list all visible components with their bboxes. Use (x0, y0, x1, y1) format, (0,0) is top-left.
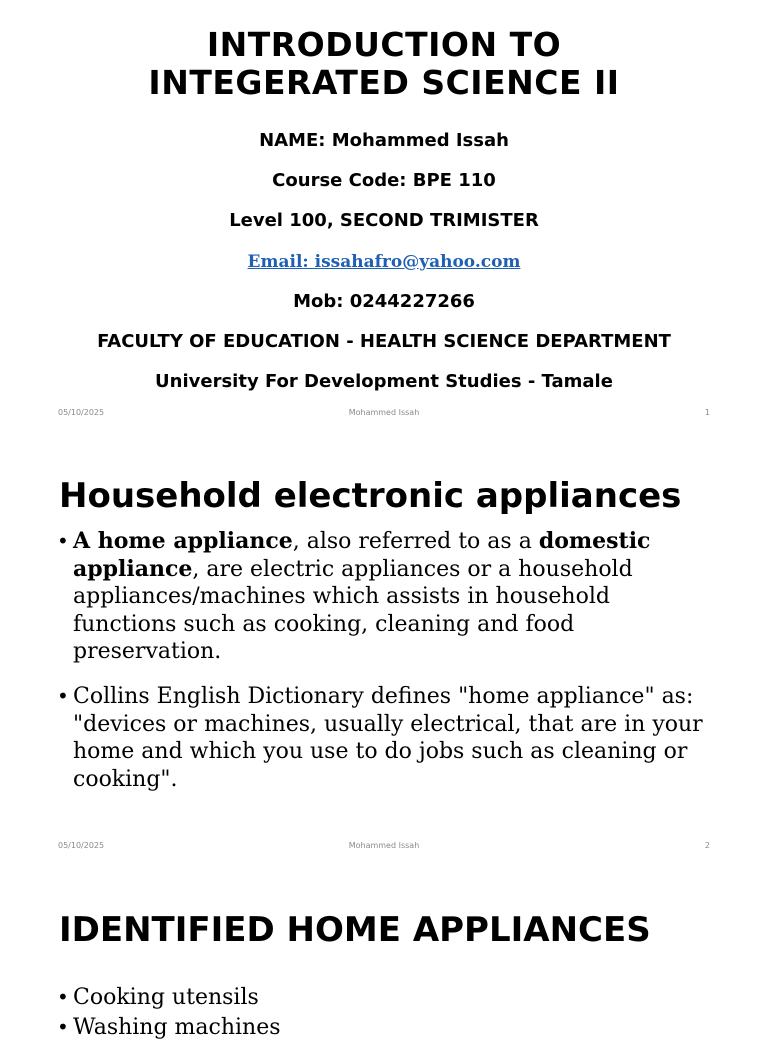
footer-date: 05/10/2025 (58, 841, 105, 850)
list-item (57, 1014, 717, 1042)
identified-appliances-slide (0, 868, 768, 1040)
title-line-2: INTEGERATED SCIENCE II (148, 63, 620, 102)
list-item (57, 683, 717, 793)
appliances-definition-slide (0, 434, 768, 868)
mobile-number: Mob: 0244227266 (293, 291, 475, 312)
title-slide (0, 0, 768, 434)
slide-heading: IDENTIFIED HOME APPLIANCES (59, 910, 651, 950)
footer-author: Mohammed Issah (348, 841, 420, 850)
university-text: University For Development Studies - Tamale (155, 371, 613, 392)
bullet-icon: • (57, 529, 69, 553)
footer-date: 05/10/2025 (58, 408, 105, 417)
bullet-icon: • (57, 684, 69, 708)
title-line-1: INTRODUCTION TO (206, 25, 562, 64)
email-link[interactable]: Email: issahafro@yahoo.com (247, 252, 521, 272)
bullet-text: Cooking utensils (73, 985, 259, 1010)
list-item (57, 984, 717, 1012)
bullet-icon: • (57, 1015, 69, 1039)
bullet-icon: • (57, 985, 69, 1009)
list-item (57, 528, 717, 666)
bullet-text: A home appliance, also referred to as a domestic appliance, are electric appliances or a household appliances/machines which assists in household functions such as cooking, cleaning and food preservation. (73, 528, 651, 664)
level-text: Level 100, SECOND TRIMISTER (229, 210, 539, 231)
author-name: NAME: Mohammed Issah (259, 130, 509, 151)
faculty-text: FACULTY OF EDUCATION - HEALTH SCIENCE DEPARTMENT (97, 331, 671, 352)
slide-title (0, 26, 768, 102)
bullet-text: Washing machines (73, 1015, 281, 1040)
course-code: Course Code: BPE 110 (272, 170, 496, 191)
footer-page-number: 1 (704, 408, 710, 417)
footer-author: Mohammed Issah (348, 408, 420, 417)
bullet-text: Collins English Dictionary defines "home appliance" as: "devices or machines, usually electrical, that are in your home and which you use to do jobs such as cleaning or cooking". (73, 684, 703, 792)
slide-heading: Household electronic appliances (59, 476, 682, 516)
footer-page-number: 2 (704, 841, 710, 850)
